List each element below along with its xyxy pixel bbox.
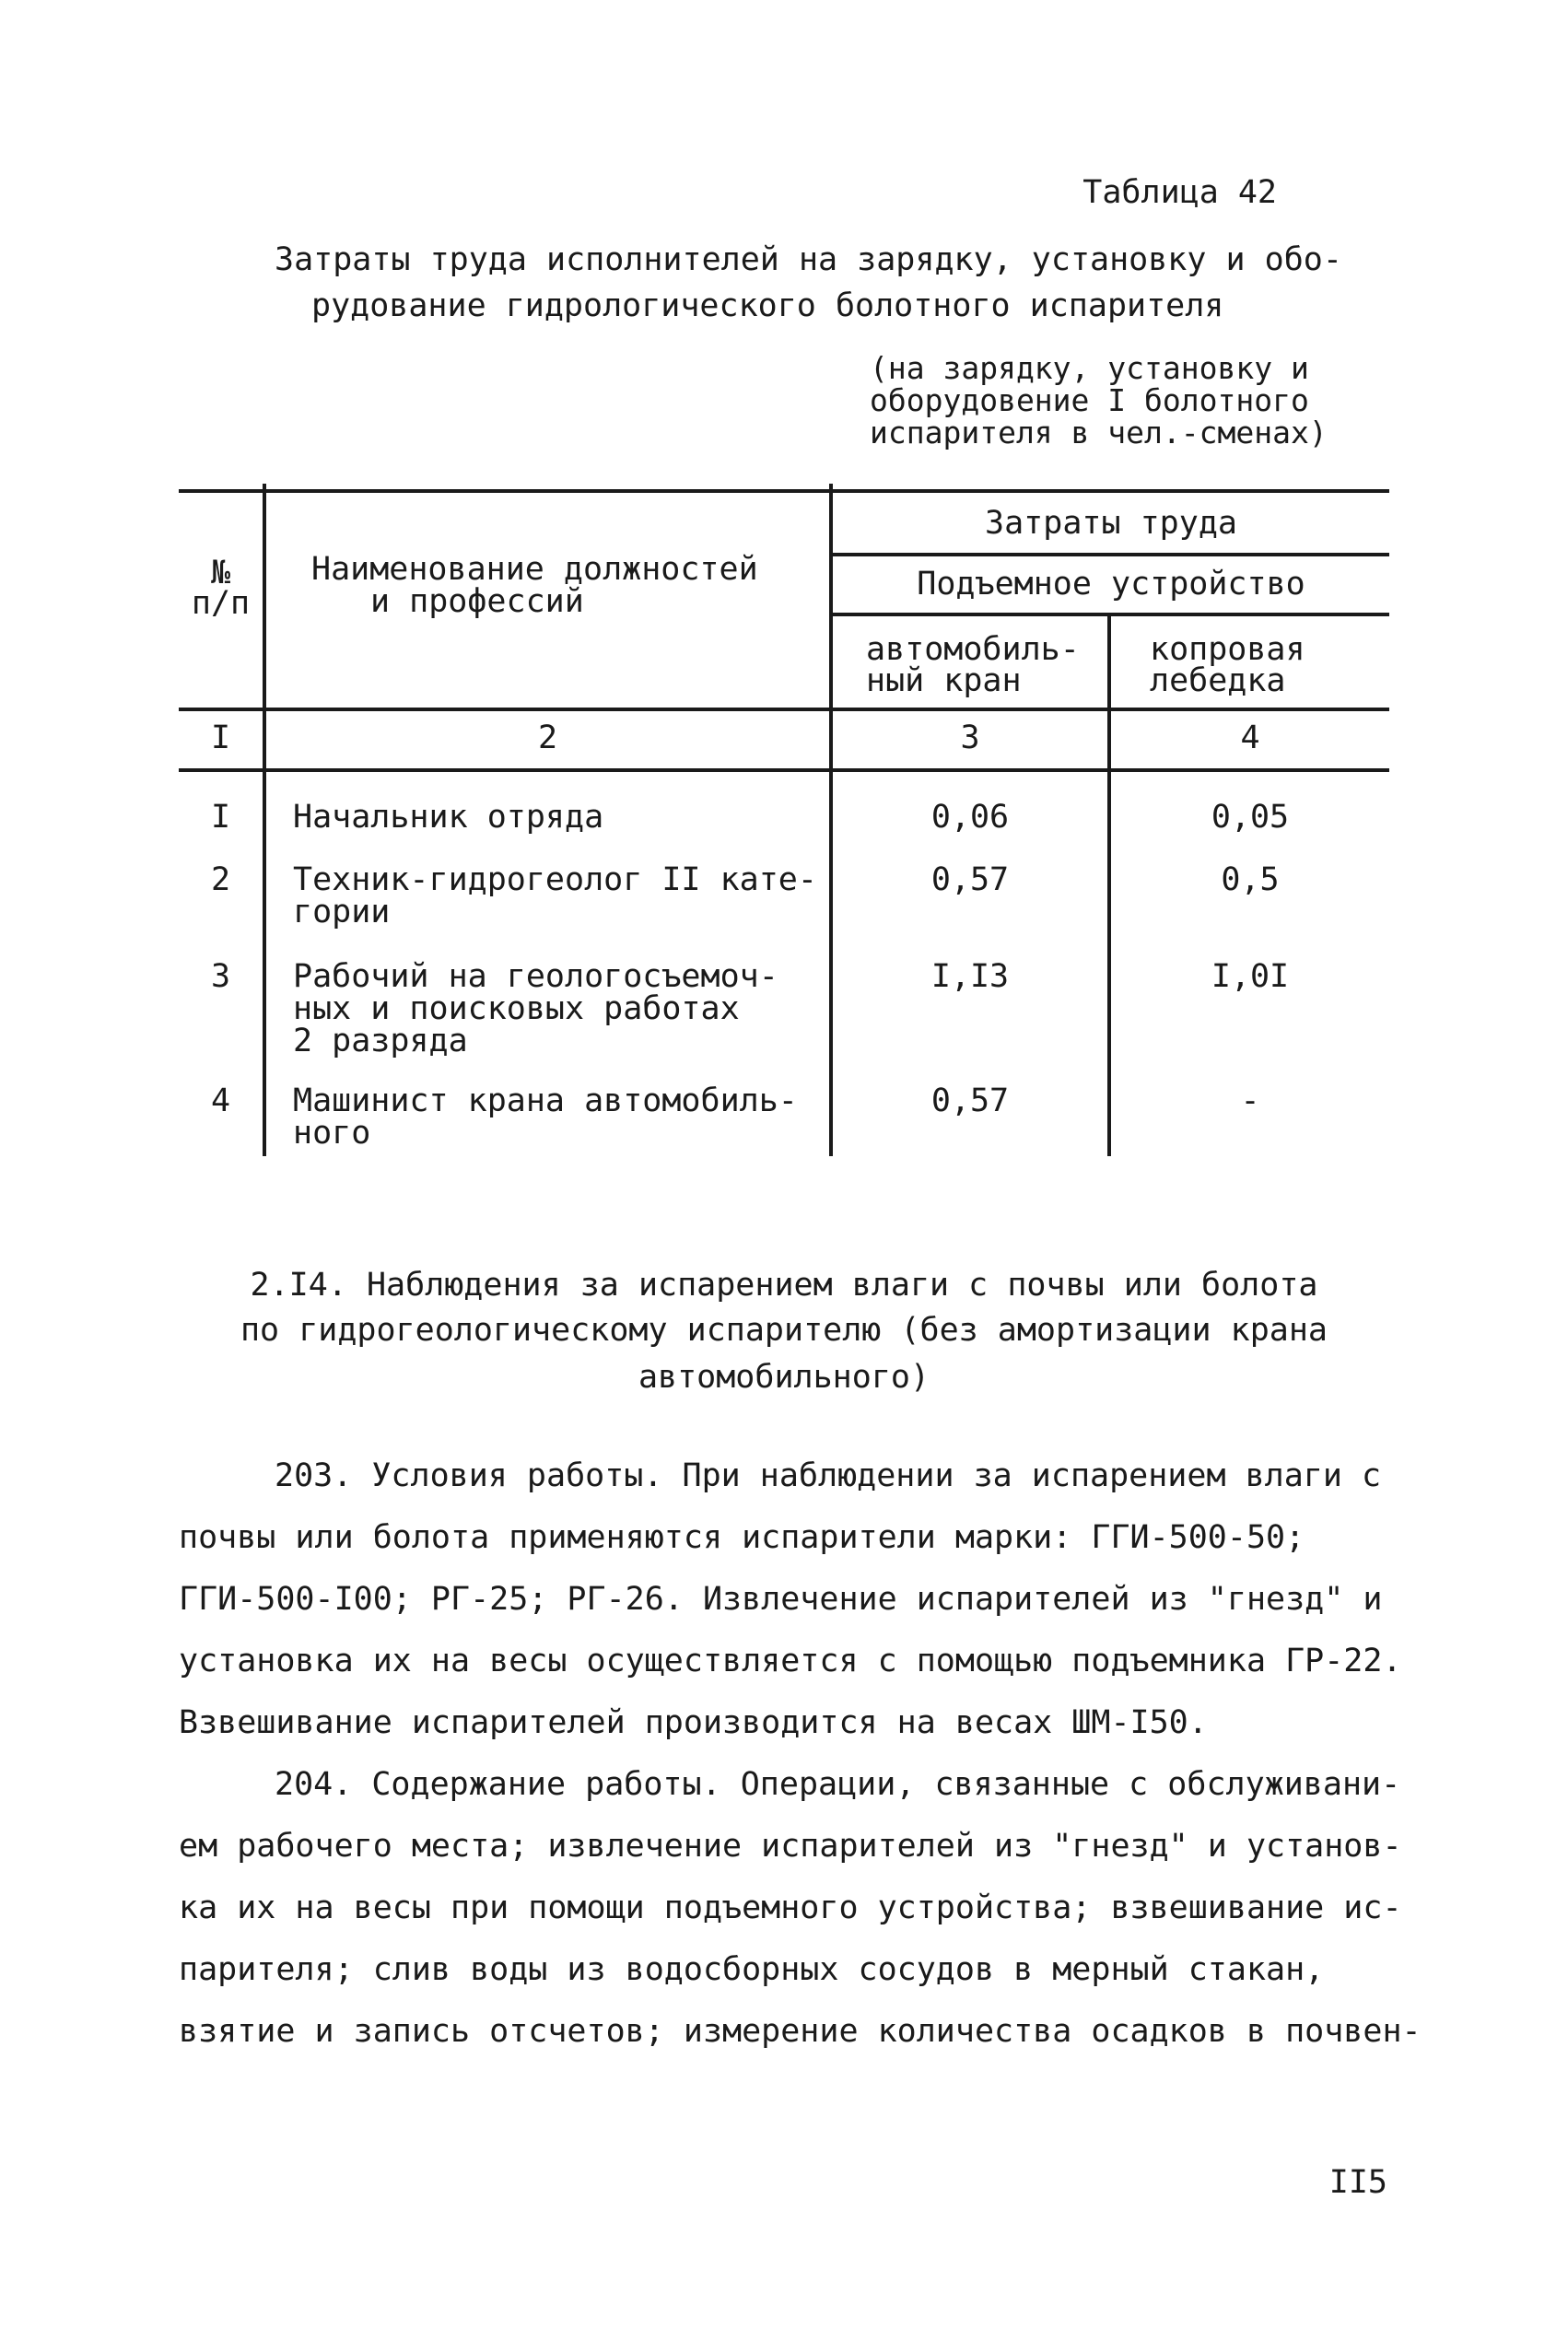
header-winch-line-2: лебедка — [1150, 662, 1286, 699]
colnum-bottom-rule — [179, 768, 1389, 772]
para-204-line-5: взятие и запись отсчетов; измерение количества осадков в почвен- — [179, 2013, 1422, 2050]
row-2-name-line-1: Техник-гидрогеолог II кате- — [293, 861, 817, 898]
header-name-line-1: Наименование должностей — [311, 551, 758, 588]
row-3-auto: I,I3 — [930, 958, 1010, 995]
header-num-symbol: № — [210, 555, 231, 591]
row-4-auto: 0,57 — [930, 1082, 1010, 1119]
labor-header-rule — [833, 553, 1389, 556]
table-title-line-1: Затраты труда исполнителей на зарядку, установку и обо- — [275, 241, 1342, 278]
section-heading-line-2: по гидрогеологическому испарителю (без амортизации крана — [240, 1312, 1328, 1349]
table-title-line-2: рудование гидрологического болотного испарителя — [311, 287, 1224, 324]
header-auto-line-1: автомобиль- — [866, 631, 1080, 668]
row-3-name-line-1: Рабочий на геологосъемоч- — [293, 958, 778, 995]
row-3-name-line-3: 2 разряда — [293, 1023, 468, 1059]
row-3-winch: I,0I — [1211, 958, 1290, 995]
section-heading-line-3: автомобильного) — [638, 1359, 930, 1396]
para-204-line-4: парителя; слив воды из водосборных сосудов в мерный стакан, — [179, 1951, 1325, 1988]
row-2-auto: 0,57 — [930, 861, 1010, 898]
row-1-auto: 0,06 — [930, 799, 1010, 836]
lift-header-rule — [833, 613, 1389, 616]
para-204-line-3: ка их на весы при помощи подъемного устройства; взвешивание ис- — [179, 1889, 1402, 1926]
header-labor: Затраты труда — [985, 505, 1237, 542]
row-3-name-line-2: ных и поисковых работах — [293, 990, 740, 1027]
header-bottom-rule — [179, 708, 1389, 711]
header-auto-line-2: ный кран — [866, 662, 1022, 699]
row-4-name-line-1: Машинист крана автомобиль- — [293, 1082, 798, 1119]
para-203-line-5: Взвешивание испарителей производится на весах ШМ-I50. — [179, 1704, 1208, 1741]
para-204-line-1: 204. Содержание работы. Операции, связанные с обслуживани- — [275, 1766, 1401, 1803]
row-1-winch: 0,05 — [1211, 799, 1290, 836]
colnum-1: I — [210, 719, 231, 756]
para-203-line-2: почвы или болота применяются испарители марки: ГГИ-500-50; — [179, 1519, 1305, 1556]
para-203-line-4: установка их на весы осуществляется с помощью подъемника ГР-22. — [179, 1643, 1402, 1679]
page-number: II5 — [1328, 2164, 1387, 2201]
row-4-winch: - — [1240, 1082, 1260, 1119]
row-2-winch: 0,5 — [1221, 861, 1280, 898]
row-1-name: Начальник отряда — [293, 799, 604, 836]
para-203-line-1: 203. Условия работы. При наблюдении за испарением влаги с — [275, 1457, 1382, 1494]
table-top-rule — [179, 489, 1389, 493]
header-winch-line-1: копровая — [1150, 631, 1305, 668]
row-1-num: I — [210, 799, 231, 836]
unit-note-line-3: испарителя в чел.-сменах) — [870, 415, 1328, 450]
section-heading-line-1: 2.I4. Наблюдения за испарением влаги с почвы или болота — [250, 1267, 1318, 1304]
row-4-name-line-2: ного — [293, 1115, 371, 1152]
row-3-num: 3 — [210, 958, 231, 995]
row-2-num: 2 — [210, 861, 231, 898]
row-2-name-line-2: гории — [293, 894, 391, 930]
header-name-line-2: и профессий — [370, 583, 584, 620]
table-number: Таблица 42 — [1082, 174, 1277, 211]
colnum-2: 2 — [537, 719, 558, 756]
vrule-1 — [263, 484, 266, 1156]
para-203-line-3: ГГИ-500-I00; РГ-25; РГ-26. Извлечение испарителей из "гнезд" и — [179, 1581, 1383, 1618]
header-num-label: п/п — [191, 585, 251, 622]
unit-note-line-2: оборудовение I болотного — [870, 382, 1309, 418]
header-lift: Подъемное устройство — [917, 566, 1305, 602]
unit-note-line-1: (на зарядку, установку и — [870, 350, 1309, 386]
colnum-3: 3 — [960, 719, 980, 756]
colnum-4: 4 — [1240, 719, 1260, 756]
row-4-num: 4 — [210, 1082, 231, 1119]
para-204-line-2: ем рабочего места; извлечение испарителей из "гнезд" и установ- — [179, 1828, 1402, 1865]
